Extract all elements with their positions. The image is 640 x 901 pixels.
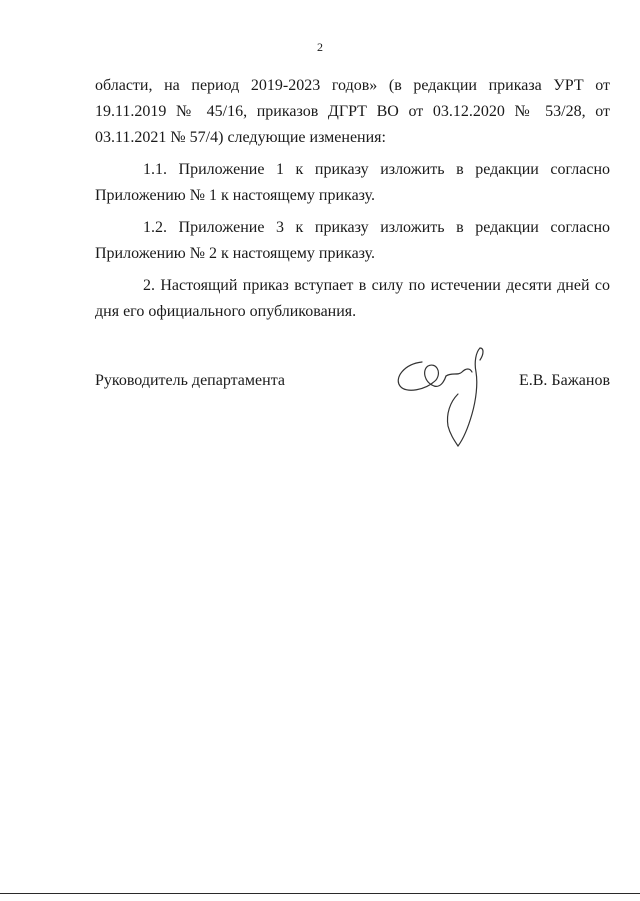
paragraph-continuation: области, на период 2019-2023 годов» (в редакции приказа УРТ от 19.11.2019 № 45/16, приказов ДГРТ ВО от 03.12.2020 № 53/28, от 03.11.2021 № 57/4) следующие изменения: (95, 77, 610, 146)
paragraph-item-1-2: 1.2. Приложение 3 к приказу изложить в редакции согласно Приложению № 2 к настоящему приказу. (95, 219, 610, 262)
signatory-name: Е.В. Бажанов (518, 372, 610, 389)
handwritten-signature (392, 342, 502, 452)
page-bottom-rule (0, 893, 640, 894)
signature-block (95, 372, 610, 396)
document-body (95, 73, 610, 331)
paragraph-item-2: 2. Настоящий приказ вступает в силу по истечении десяти дней со дня его официального опубликования. (95, 277, 610, 320)
signatory-position: Руководитель департамента (95, 372, 285, 389)
page-number: 2 (317, 40, 323, 54)
paragraph-item-1-1: 1.1. Приложение 1 к приказу изложить в редакции согласно Приложению № 1 к настоящему приказу. (95, 161, 610, 204)
